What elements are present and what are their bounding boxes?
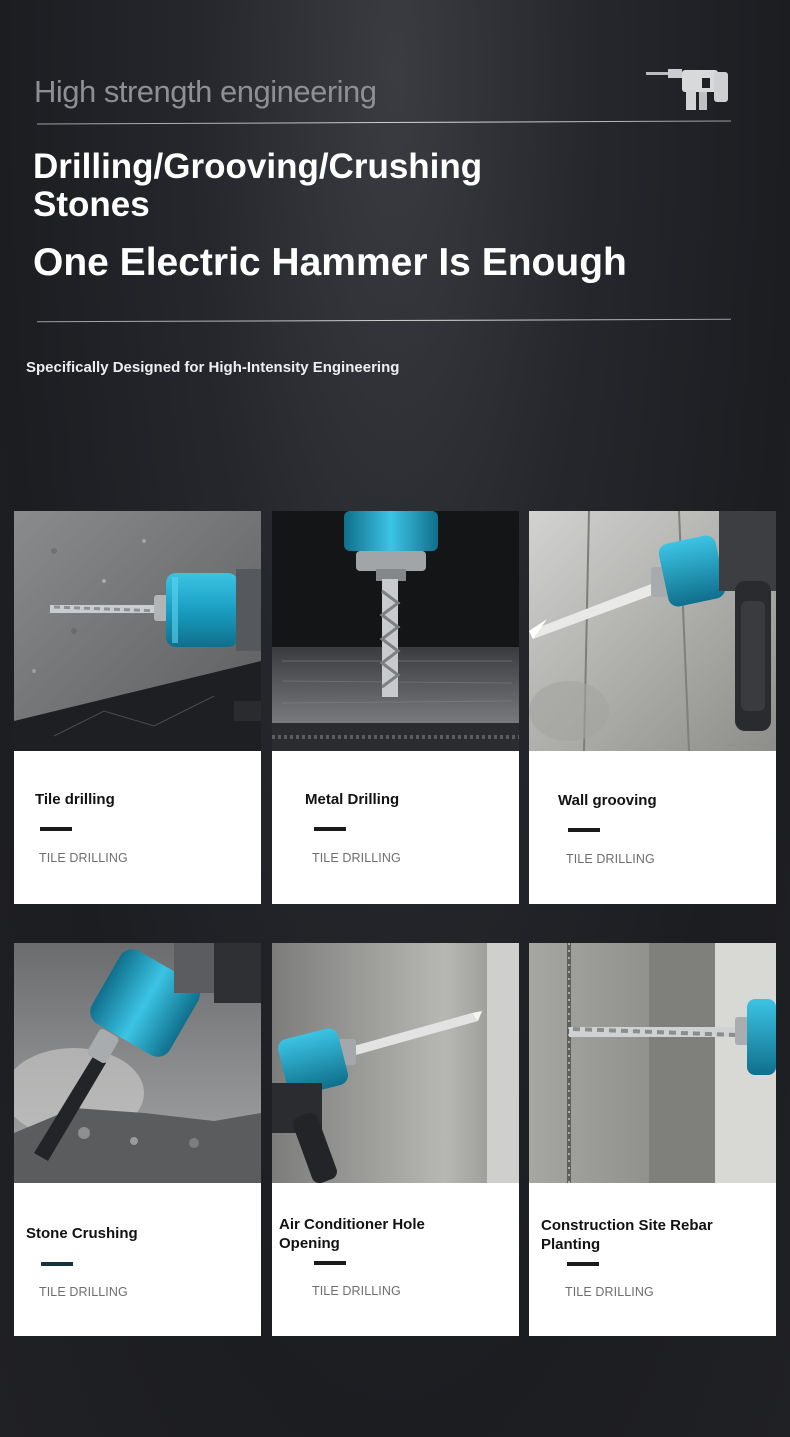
divider-top [37,120,731,124]
metal-drilling-photo [272,511,519,751]
subheading: Specifically Designed for High-Intensity Engineering [26,359,400,376]
card-title: Air Conditioner Hole Opening [279,1216,425,1252]
card-subtitle: TILE DRILLING [312,851,401,865]
wall-grooving-photo [529,511,776,751]
card-title: Tile drilling [35,791,115,808]
card-tile-drilling [14,511,261,904]
card-subtitle: TILE DRILLING [566,852,655,866]
card-subtitle: TILE DRILLING [565,1285,654,1299]
divider-bottom [37,319,731,322]
title-underline [568,828,600,832]
rotary-hammer-icon [644,60,732,114]
headline: Drilling/Grooving/Crushing Stones [33,147,483,224]
card-subtitle: TILE DRILLING [39,1285,128,1299]
title-underline [41,1262,73,1266]
title-underline [567,1262,599,1266]
headline-secondary: One Electric Hammer Is Enough [33,241,627,284]
card-subtitle: TILE DRILLING [39,851,128,865]
card-title: Stone Crushing [26,1225,138,1242]
rebar-planting-photo [529,943,776,1183]
tagline: High strength engineering [34,74,377,109]
title-underline [314,1261,346,1265]
stone-crushing-photo [14,943,261,1183]
card-title: Construction Site Rebar Planting [541,1217,713,1253]
card-rebar-planting [529,943,776,1336]
tile-drilling-photo [14,511,261,751]
card-title: Metal Drilling [305,791,400,808]
title-underline [314,827,346,831]
card-subtitle: TILE DRILLING [312,1284,401,1298]
card-title: Wall grooving [558,792,657,809]
card-air-conditioner-hole [272,943,519,1336]
card-metal-drilling [272,511,519,904]
title-underline [40,827,72,831]
card-stone-crushing [14,943,261,1336]
card-wall-grooving [529,511,776,904]
air-conditioner-hole-photo [272,943,519,1183]
